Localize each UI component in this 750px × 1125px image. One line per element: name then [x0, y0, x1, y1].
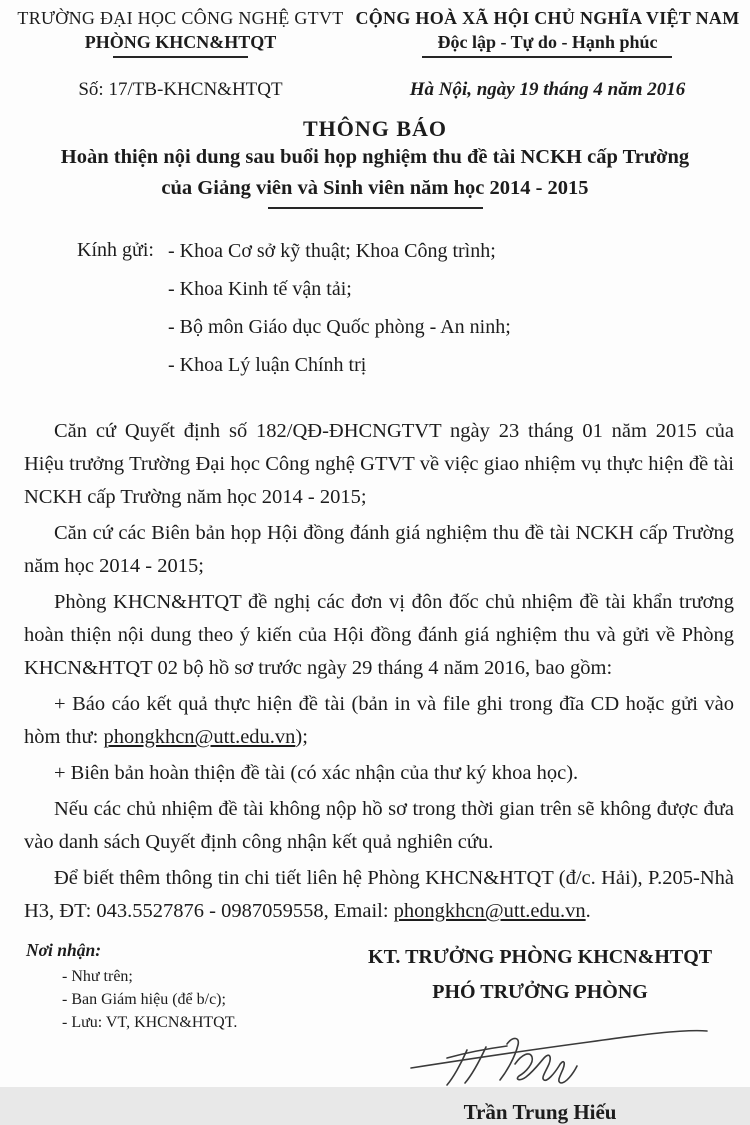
distribution-list	[62, 965, 340, 1034]
document-type-heading: THÔNG BÁO	[302, 116, 448, 141]
recipient-item: - Bộ môn Giáo dục Quốc phòng - An ninh;	[168, 316, 511, 338]
motto-underline	[422, 56, 672, 58]
body-paragraph: Căn cứ Quyết định số 182/QĐ-ĐHCNGTVT ngày 23 tháng 01 năm 2015 của Hiệu trưởng Trường Đại học Công nghệ GTVT về việc giao nhiệm vụ thực hiện đề tài NCKH cấp Trường năm học 2014 - 2015;	[24, 420, 734, 508]
national-motto: Độc lập - Tự do - Hạnh phúc	[437, 32, 658, 52]
place-date-line: Hà Nội, ngày 19 tháng 4 năm 2016	[409, 79, 686, 100]
national-motto-block	[353, 8, 742, 101]
distribution-label: Nơi nhận:	[26, 940, 102, 960]
distribution-item: - Lưu: VT, KHCN&HTQT.	[62, 1014, 238, 1031]
title-underline	[268, 207, 483, 209]
signer-name: Trần Trung Hiếu	[463, 1100, 617, 1124]
bullet-text: + Báo cáo kết quả thực hiện đề tài (bản in và file ghi trong đĩa CD hoặc gửi vào hòm thư:	[24, 693, 734, 748]
contact-text: .	[585, 900, 591, 922]
signer-title-line2: PHÓ TRƯỞNG PHÒNG	[432, 981, 648, 1003]
body-paragraph: Căn cứ các Biên bản họp Hội đồng đánh giá nghiệm thu đề tài NCKH cấp Trường năm học 2014 - 2015;	[24, 522, 734, 577]
dept-name-underline	[113, 56, 248, 58]
distribution-block	[26, 940, 340, 1125]
contact-text: Để biết thêm thông tin chi tiết liên hệ Phòng KHCN&HTQT (đ/c. Hải), P.205-Nhà H3, ĐT: 043.5527876 - 0987059558, Email:	[24, 867, 734, 922]
signature-area	[340, 1014, 740, 1096]
document-header	[0, 0, 750, 101]
body-paragraph: Nếu các chủ nhiệm đề tài không nộp hồ sơ trong thời gian trên sẽ không được đưa vào danh sách Quyết định công nhận kết quả nghiên cứu.	[24, 798, 734, 853]
distribution-item: - Như trên;	[62, 968, 133, 985]
body-bullet	[24, 688, 734, 754]
dept-name: PHÒNG KHCN&HTQT	[84, 32, 277, 52]
recipients-list	[168, 239, 511, 391]
body-bullet: + Biên bản hoàn thiện đề tài (có xác nhận của thư ký khoa học).	[54, 762, 579, 784]
recipients-section	[77, 239, 750, 391]
title-block	[0, 116, 750, 209]
issuing-org-block	[8, 8, 353, 101]
recipients-label: Kính gửi:	[77, 239, 154, 261]
org-name: TRƯỜNG ĐẠI HỌC CÔNG NGHỆ GTVT	[17, 8, 344, 28]
document-footer	[26, 940, 740, 1125]
recipient-item: - Khoa Kinh tế vận tải;	[168, 278, 352, 300]
document-subtitle-line2: của Giảng viên và Sinh viên năm học 2014 - 2015	[161, 177, 589, 199]
bullet-text: );	[295, 726, 308, 748]
recipient-item: - Khoa Lý luận Chính trị	[168, 354, 367, 376]
document-subtitle-line1: Hoàn thiện nội dung sau buổi họp nghiệm thu đề tài NCKH cấp Trường	[60, 146, 690, 168]
distribution-item: - Ban Giám hiệu (để b/c);	[62, 991, 226, 1008]
signature-scribble	[389, 1014, 719, 1094]
signature-block	[340, 940, 740, 1125]
national-title: CỘNG HOÀ XÃ HỘI CHỦ NGHĨA VIỆT NAM	[355, 8, 740, 28]
email-text: phongkhcn@utt.edu.vn	[393, 900, 586, 922]
document-number: Số: 17/TB-KHCN&HTQT	[78, 79, 283, 100]
body-paragraph	[24, 862, 734, 928]
document-body	[24, 415, 734, 928]
signer-title-line1: KT. TRƯỞNG PHÒNG KHCN&HTQT	[368, 946, 713, 968]
body-paragraph: Phòng KHCN&HTQT đề nghị các đơn vị đôn đốc chủ nhiệm đề tài khẩn trương hoàn thiện nội dung theo ý kiến của Hội đồng đánh giá nghiệm thu và gửi về Phòng KHCN&HTQT 02 bộ hồ sơ trước ngày 29 tháng 4 năm 2016, bao gồm:	[24, 591, 734, 679]
email-text: phongkhcn@utt.edu.vn	[103, 726, 296, 748]
recipient-item: - Khoa Cơ sở kỹ thuật; Khoa Công trình;	[168, 240, 496, 262]
